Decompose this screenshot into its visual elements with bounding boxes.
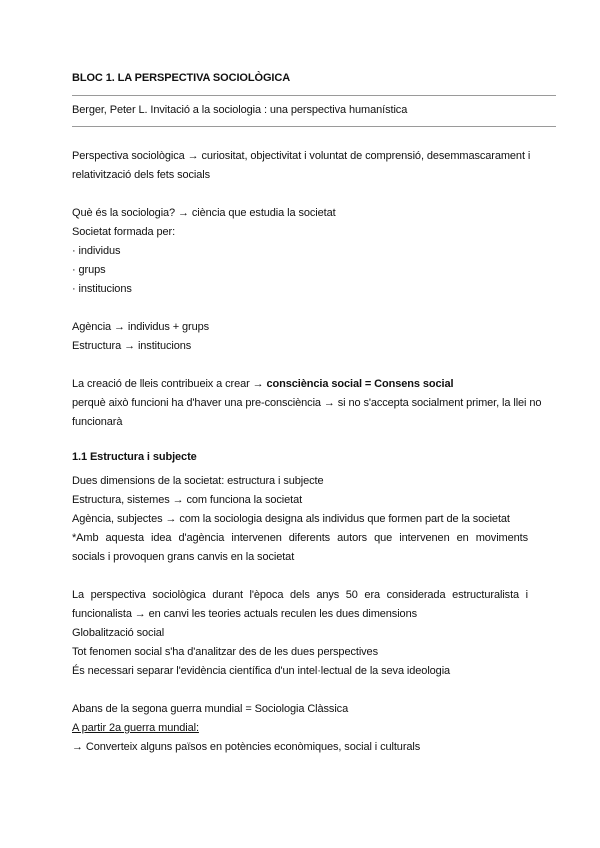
after-war-heading-text: A partir 2a guerra mundial: [72, 722, 199, 734]
agency-line: Agència → individus + grups [72, 321, 210, 333]
perspective-line-1: Perspectiva sociològica → curiositat, objectivitat i voluntat de comprensió, desemmascarament i [72, 150, 531, 162]
laws-line-1 [72, 377, 453, 391]
society-formed-by: Societat formada per: [72, 226, 176, 238]
structure-line: Estructura → institucions [72, 340, 192, 352]
before-war-line: Abans de la segona guerra mundial = Sociologia Clàssica [72, 703, 349, 715]
section-line-5: socials i provoquen grans canvis en la societat [72, 551, 295, 563]
section-line-1: Dues dimensions de la societat: estructura i subjecte [72, 475, 324, 487]
laws-line-1-bold: consciència social = Consens social [266, 378, 454, 390]
list-item-individus: · individus [72, 245, 121, 257]
converts-line: → Converteix alguns països en potències econòmiques, social i culturals [72, 741, 421, 753]
sociology-definition: Què és la sociologia? → ciència que estudia la societat [72, 207, 336, 219]
reference-divider [72, 126, 556, 127]
list-item-grups: · grups [72, 264, 106, 276]
fifties-line-2: funcionalista → en canvi les teories actuals reculen les dues dimensions [72, 608, 417, 620]
section-line-4: *Amb aquesta idea d'agència intervenen diferents autors que intervenen en moviments [72, 532, 528, 544]
fifties-line-5: És necessari separar l'evidència científica d'un intel·lectual de la seva ideologia [72, 665, 451, 677]
laws-line-3: funcionarà [72, 416, 123, 428]
fifties-line-1: La perspectiva sociològica durant l'època dels anys 50 era considerada estructuralista i [72, 589, 528, 601]
fifties-line-3: Globalització social [72, 627, 165, 639]
list-item-institucions: · institucions [72, 283, 132, 295]
reference-citation: Berger, Peter L. Invitació a la sociologia : una perspectiva humanística [72, 104, 408, 116]
section-line-2: Estructura, sistemes → com funciona la societat [72, 494, 303, 506]
section-line-3: Agència, subjectes → com la sociologia designa als individus que formen part de la societat [72, 513, 510, 525]
after-war-heading [72, 721, 199, 735]
title-divider [72, 95, 556, 96]
document-title: BLOC 1. LA PERSPECTIVA SOCIOLÒGICA [72, 72, 291, 84]
laws-line-2: perquè això funcioni ha d'haver una pre-consciència → si no s'accepta socialment primer, la llei no [72, 397, 542, 409]
section-heading: 1.1 Estructura i subjecte [72, 451, 197, 463]
perspective-line-2: relativització dels fets socials [72, 169, 211, 181]
laws-line-1-prefix: La creació de lleis contribueix a crear → [72, 378, 267, 390]
fifties-line-4: Tot fenomen social s'ha d'analitzar des de les dues perspectives [72, 646, 378, 658]
